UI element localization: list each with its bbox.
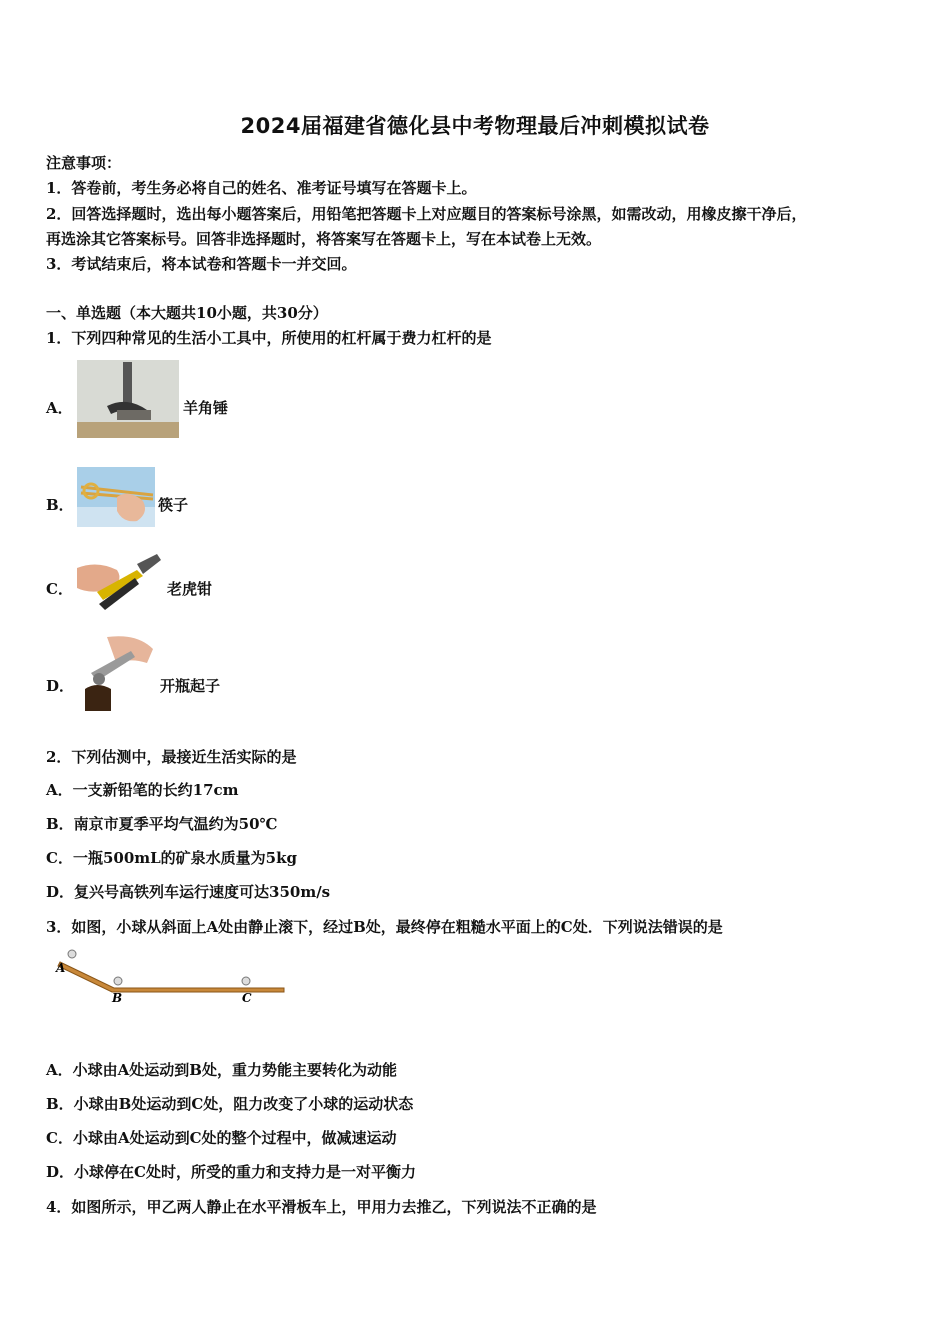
- q1-option-a-text: 羊角锤: [183, 399, 229, 417]
- q3-option-c: C．小球由A处运动到C处的整个过程中，做减速运动: [46, 1129, 397, 1147]
- notice-item-3: 3．考试结束后，将本试卷和答题卡一并交回。: [46, 255, 357, 273]
- chopsticks-image: [77, 467, 155, 527]
- page-title: 2024届福建省德化县中考物理最后冲刺模拟试卷: [240, 114, 710, 138]
- section-heading: 一、单选题（本大题共10小题，共30分）: [46, 304, 328, 322]
- notice-item-2: 2．回答选择题时，选出每小题答案后，用铅笔把答题卡上对应题目的答案标号涂黑，如需改动，用橡皮擦干净后，: [46, 205, 807, 223]
- q2-option-a: A．一支新铅笔的长约17cm: [46, 781, 239, 799]
- q1-stem: 1．下列四种常见的生活小工具中，所使用的杠杆属于费力杠杆的是: [46, 329, 492, 347]
- q1-option-c-text: 老虎钳: [167, 580, 213, 598]
- label-b: B: [112, 991, 123, 1005]
- notice-item-2-cont: 再选涂其它答案标号。回答非选择题时，将答案写在答题卡上，写在本试卷上无效。: [46, 230, 602, 248]
- q3-stem: 3．如图，小球从斜面上A处由静止滚下，经过B处，最终停在粗糙水平面上的C处．下列说法错误的是: [46, 918, 723, 936]
- notice-item-1: 1．答卷前，考生务必将自己的姓名、准考证号填写在答题卡上。: [46, 179, 477, 197]
- pliers-image: [77, 548, 163, 614]
- q1-option-b-letter: B．: [46, 496, 74, 514]
- q4-stem: 4．如图所示，甲乙两人静止在水平滑板车上，甲用力去推乙，下列说法不正确的是: [46, 1198, 597, 1216]
- q2-stem: 2．下列估测中，最接近生活实际的是: [46, 748, 297, 766]
- q2-option-b: B．南京市夏季平均气温约为50℃: [46, 815, 278, 833]
- notice-heading: 注意事项：: [46, 154, 122, 172]
- label-c: C: [242, 991, 252, 1005]
- label-a: A: [56, 961, 66, 975]
- q2-option-d: D．复兴号高铁列车运行速度可达350m/s: [46, 883, 331, 901]
- q1-option-c-letter: C．: [46, 580, 73, 598]
- q1-option-b-text: 筷子: [158, 496, 189, 514]
- q1-option-d-letter: D．: [46, 677, 75, 695]
- bottle-opener-image: [77, 633, 157, 711]
- q3-option-b: B．小球由B处运动到C处，阻力改变了小球的运动状态: [46, 1095, 414, 1113]
- q2-option-c: C．一瓶500mL的矿泉水质量为5kg: [46, 849, 297, 867]
- q3-option-a: A．小球由A处运动到B处，重力势能主要转化为动能: [46, 1061, 397, 1079]
- incline-diagram: [52, 944, 288, 1006]
- q1-option-a-letter: A．: [46, 399, 73, 417]
- q3-option-d: D．小球停在C处时，所受的重力和支持力是一对平衡力: [46, 1163, 416, 1181]
- q1-option-d-text: 开瓶起子: [160, 677, 221, 695]
- claw-hammer-image: [77, 360, 179, 438]
